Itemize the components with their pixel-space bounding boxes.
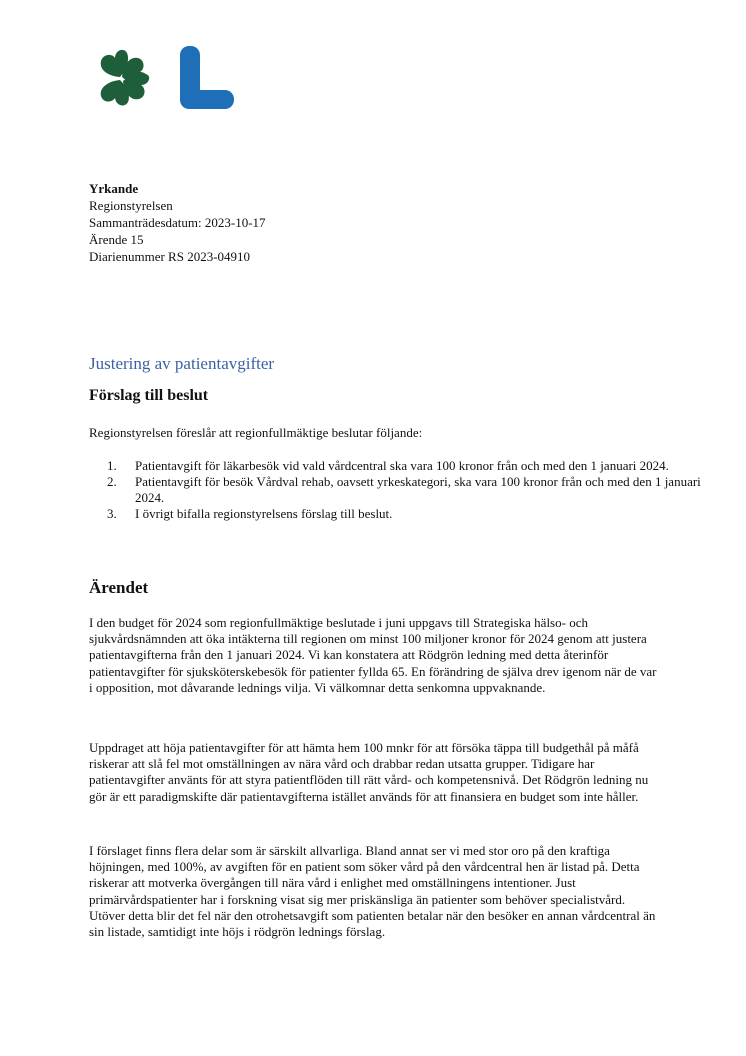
document-meta xyxy=(89,180,266,265)
meeting-date: Sammanträdesdatum: 2023-10-17 xyxy=(89,215,266,230)
paragraph: I förslaget finns flera delar som är särskilt allvarliga. Bland annat ser vi med stor oro på den kraftiga höjningen, med 100%, av avgiften för en patient som söker vård på den vårdcentral hen är listad på. Detta riskerar att motverka övergången till nära vård i enlighet med omställningens intentioner. Just primärvårdspatienter har i forskning visat sig mer priskänsliga än patienter som behöver specialistvård. Utöver detta blir det fel när den otrohetsavgift som patienten betalar när den besöker en annan vårdcentral än sin listade, samtidigt inte höjs i rödgrön lednings förslag. xyxy=(89,843,656,940)
list-item-number: 3. xyxy=(107,506,117,521)
doc-type: Yrkande xyxy=(89,181,139,196)
proposal-intro: Regionstyrelsen föreslår att regionfullmäktige beslutar följande: xyxy=(89,425,423,440)
decision-list xyxy=(89,458,705,522)
list-item-text: Patientavgift för läkarbesök vid vald vårdcentral ska vara 100 kronor från och med den 1 januari 2024. xyxy=(135,458,669,473)
list-item xyxy=(107,474,705,506)
diary-number: Diarienummer RS 2023-04910 xyxy=(89,249,251,264)
l-logo-icon xyxy=(180,46,234,110)
proposal-heading: Förslag till beslut xyxy=(89,387,209,404)
clover-logo-icon xyxy=(86,44,158,114)
list-item-number: 1. xyxy=(107,458,117,473)
organ: Regionstyrelsen xyxy=(89,198,173,213)
paragraph: Uppdraget att höja patientavgifter för att hämta hem 100 mnkr för att försöka täppa till budgethål på måfå riskerar att slå fel mot omställningen av nära vård och drabbar redan utsatta grupper. Tidigare har patientavgifter använts för att styra patientflöden till rätt vård- och kompetensnivå. Det Rödgrön ledning nu gör är ett paradigmskifte där patientavgifterna istället används för att finansiera en budget som inte håller. xyxy=(89,740,649,804)
arendet-heading: Ärendet xyxy=(89,578,149,597)
list-item-number: 2. xyxy=(107,474,117,489)
paragraph: I den budget för 2024 som regionfullmäktige beslutade i juni uppgavs till Strategiska hälso- och sjukvårdsnämnden att öka intäkterna till regionen om minst 100 miljoner kronor för 2024 genom att justera patientavgifterna från den 1 januari 2024. Vi kan konstatera att Rödgrön ledning med detta återinför patientavgifter för sjuksköterskebesök för patienter fyllda 65. En förändring de själva drev igenom när de var i opposition, mot dåvarande lednings vilja. Vi välkomnar detta senkomna uppvaknande. xyxy=(89,615,657,695)
list-item-text: Patientavgift för besök Vårdval rehab, oavsett yrkeskategori, ska vara 100 kronor från och med den 1 januari 2024. xyxy=(135,474,701,505)
list-item xyxy=(107,506,705,522)
list-item-text: I övrigt bifalla regionstyrelsens förslag till beslut. xyxy=(135,506,393,521)
section-title: Justering av patientavgifter xyxy=(89,354,275,373)
item-number: Ärende 15 xyxy=(89,232,144,247)
list-item xyxy=(107,458,705,474)
